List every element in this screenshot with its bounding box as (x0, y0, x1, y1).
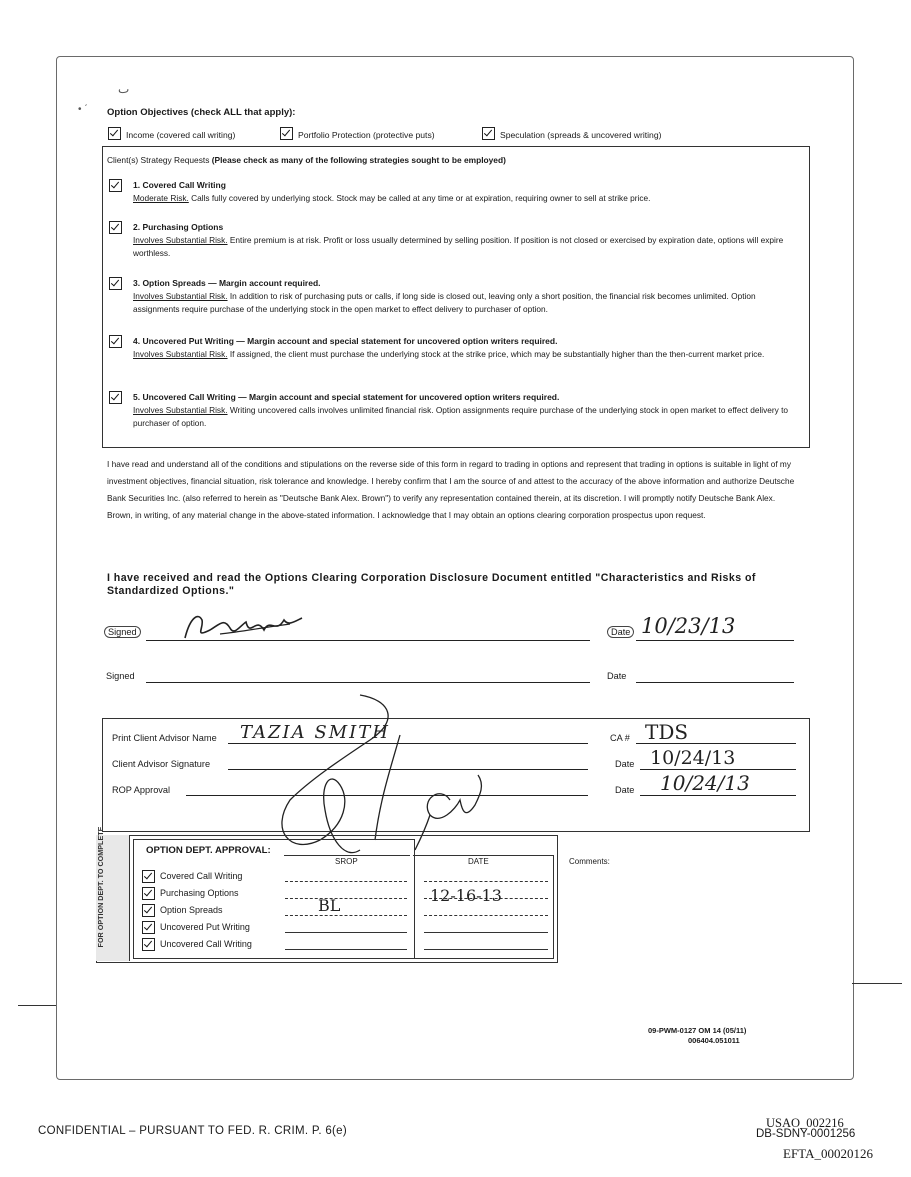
advisor-date-label: Date (615, 759, 635, 769)
srop-line-4[interactable] (285, 932, 407, 933)
client-date-1-handwritten: 10/23/13 (641, 614, 736, 638)
approval-date-line-5[interactable] (424, 949, 548, 950)
approval-option-spreads-checkbox[interactable] (142, 904, 155, 917)
ca-number-label: CA # (610, 733, 630, 743)
approval-item-purchasing-options[interactable] (142, 887, 239, 900)
date-line-2[interactable] (636, 682, 794, 683)
objective-protection-checkbox[interactable] (280, 127, 293, 140)
signed-label-2: Signed (106, 671, 135, 681)
strategy-description: Entire premium is at risk. Profit or loss usually determined by selling position. If position is not closed or exercised by expiration date, options will expire worthless. (133, 235, 784, 258)
strategy-description: Calls fully covered by underlying stock. Stock may be called at any time or at expiration, requiring owner to sell at strike price. (191, 193, 651, 203)
objective-protection[interactable] (280, 125, 435, 143)
srop-line-5[interactable] (285, 949, 407, 950)
approval-item-uncovered-call[interactable] (142, 938, 252, 951)
strategy-title: 2. Purchasing Options (133, 222, 224, 232)
strategy-uncovered-put-checkbox[interactable] (109, 335, 122, 348)
objective-income-checkbox[interactable] (108, 127, 121, 140)
approval-uncovered-call-checkbox[interactable] (142, 938, 155, 951)
objective-speculation-checkbox[interactable] (482, 127, 495, 140)
strategy-risk: Involves Substantial Risk. (133, 349, 228, 359)
approval-date-line-3[interactable] (424, 915, 548, 916)
approval-date-line-4[interactable] (424, 932, 548, 933)
date-column-label: DATE (468, 857, 489, 866)
date-label-1: Date (607, 627, 634, 637)
strategy-title: 4. Uncovered Put Writing (133, 336, 234, 346)
form-number: 09-PWM-0127 OM 14 (05/11) (648, 1026, 747, 1035)
rop-date-line[interactable] (640, 795, 796, 796)
client-signature-1 (180, 608, 320, 646)
rop-approval-label: ROP Approval (112, 785, 171, 795)
approval-purchasing-options-checkbox[interactable] (142, 887, 155, 900)
signed-label-1: Signed (104, 627, 141, 637)
srop-column-label: SROP (335, 857, 358, 866)
srop-line-2[interactable] (285, 898, 407, 899)
approval-date-line-1[interactable] (424, 881, 548, 882)
ca-number-handwritten: TDS (645, 720, 689, 744)
strategy-description: Writing uncovered calls involves unlimited financial risk. Option assignments require purchase of the underlying stock in open market to effect delivery to purchaser of option. (133, 405, 789, 428)
strategy-header-prefix: Client(s) Strategy Requests (107, 155, 210, 165)
signature-line-2[interactable] (146, 682, 590, 683)
strategy-title: 3. Option Spreads (133, 278, 206, 288)
strategy-risk: Moderate Risk. (133, 193, 189, 203)
srop-initials-handwritten: BL (318, 896, 341, 915)
bates-db-sdny: DB-SDNY-0001256 (756, 1128, 856, 1140)
stray-mark: ٮ (118, 82, 130, 96)
approval-item-option-spreads[interactable] (142, 904, 223, 917)
approval-item-label: Purchasing Options (160, 887, 239, 898)
approval-item-label: Uncovered Put Writing (160, 921, 250, 932)
strategy-risk: Involves Substantial Risk. (133, 291, 228, 301)
edge-line-left (18, 1005, 56, 1006)
occ-disclosure-statement: I have received and read the Options Clearing Corporation Disclosure Document entitled "Characteristics and Risks of Standardized Options." (107, 572, 756, 597)
strategy-header-instruction: (Please check as many of the following strategies sought to be employed) (211, 155, 506, 165)
acknowledgement-paragraph: I have read and understand all of the conditions and stipulations on the reverse side of this form in regard to trading in options and represent that trading in options is suitable in light of my investment objectives, financial situation, risk tolerance and knowledge. I hereby confirm that I am the source of and attest to the accuracy of the above information and authorize Deutsche Bank Securities Inc. (also referred to herein as "Deutsche Bank Alex. Brown") to verify any representation contained therein, at its discretion. I will promptly notify Deutsche Bank Alex. Brown, in writing, of any material change in the above-stated information. I acknowledge that I may obtain an options clearing corporation prospectus upon request. (107, 459, 795, 520)
objective-speculation-label: Speculation (spreads & uncovered writing) (500, 130, 662, 140)
approval-item-label: Uncovered Call Writing (160, 938, 252, 949)
date-line-1[interactable] (636, 640, 794, 641)
objective-protection-label: Portfolio Protection (protective puts) (298, 130, 435, 140)
strategy-risk: Involves Substantial Risk. (133, 405, 228, 415)
strategy-title: 1. Covered Call Writing (133, 180, 226, 190)
approval-uncovered-put-checkbox[interactable] (142, 921, 155, 934)
approval-item-covered-call[interactable] (142, 870, 242, 883)
approval-covered-call-checkbox[interactable] (142, 870, 155, 883)
edge-line-right (852, 983, 902, 984)
advisor-date-line[interactable] (640, 769, 796, 770)
approval-item-uncovered-put[interactable] (142, 921, 250, 934)
strategy-title: 5. Uncovered Call Writing (133, 392, 236, 402)
advisor-name-handwritten: TAZIA SMITH (240, 722, 390, 743)
approval-item-label: Option Spreads (160, 904, 223, 915)
strategy-risk: Involves Substantial Risk. (133, 235, 228, 245)
form-code: 006404.051011 (688, 1036, 740, 1045)
option-dept-side-label: FOR OPTION DEPT. TO COMPLETE (96, 826, 105, 948)
objective-income[interactable] (108, 125, 235, 143)
objective-income-label: Income (covered call writing) (126, 130, 236, 140)
advisor-date-handwritten: 10/24/13 (650, 747, 736, 769)
rop-date-label: Date (615, 785, 635, 795)
srop-header-line (284, 855, 410, 856)
strategy-covered-call-checkbox[interactable] (109, 179, 122, 192)
strategy-description: In addition to risk of purchasing puts or calls, if long side is closed out, leaving only a short position, the financial risk becomes unlimited. Option assignments require purchase of the underlying stock in the open market to effect delivery to purchaser of option. (133, 291, 756, 314)
strategy-title-suffix: — Margin account required. (205, 278, 321, 288)
print-advisor-name-label: Print Client Advisor Name (112, 733, 217, 743)
strategy-title-suffix: — Margin account and special statement for uncovered option writers required. (233, 336, 558, 346)
strategy-requests-box (102, 146, 810, 448)
bates-efta: EFTA_00020126 (783, 1146, 873, 1161)
srop-line-3[interactable] (285, 915, 407, 916)
objective-speculation[interactable] (482, 125, 661, 143)
confidential-footer: CONFIDENTIAL – PURSUANT TO FED. R. CRIM. P. 6(e) (38, 1125, 347, 1137)
strategy-header (107, 155, 506, 165)
strategy-description: If assigned, the client must purchase the underlying stock at the strike price, which may be substantially higher than the then-current market price. (229, 349, 765, 359)
rop-date-handwritten: 10/24/13 (660, 771, 750, 795)
advisor-signature-label: Client Advisor Signature (112, 759, 211, 769)
srop-line-1[interactable] (285, 881, 407, 882)
strategy-uncovered-call-checkbox[interactable] (109, 391, 122, 404)
approval-date-handwritten: 12-16-13 (430, 886, 502, 905)
comments-label: Comments: (569, 857, 610, 866)
approval-date-column (413, 855, 554, 959)
bates-usao: USAO_002216 (766, 1116, 844, 1130)
approval-item-label: Covered Call Writing (160, 870, 243, 881)
strategy-title-suffix: — Margin account and special statement for uncovered option writers required. (235, 392, 560, 402)
stray-mark: • ˊ (78, 104, 88, 115)
strategy-purchasing-options-checkbox[interactable] (109, 221, 122, 234)
option-dept-approval-title: OPTION DEPT. APPROVAL: (146, 845, 271, 856)
date-label-2: Date (607, 671, 627, 681)
objectives-title: Option Objectives (check ALL that apply): (107, 107, 296, 118)
strategy-option-spreads-checkbox[interactable] (109, 277, 122, 290)
